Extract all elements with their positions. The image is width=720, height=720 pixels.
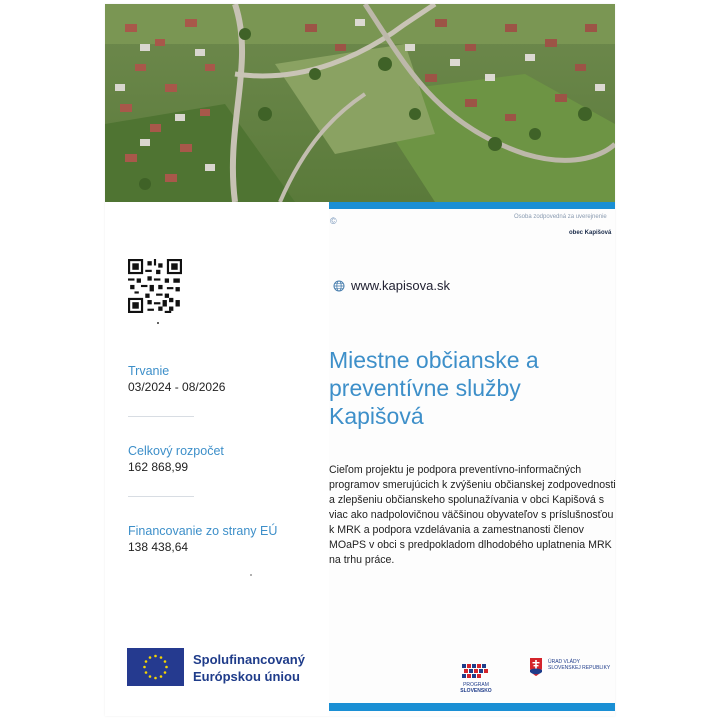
government-office-text [548,659,610,671]
program-line-2: SLOVENSKO [460,688,492,694]
website-link[interactable] [333,278,450,293]
gov-line-2: SLOVENSKEJ REPUBLIKY [548,665,611,671]
slovak-coat-of-arms-icon [529,657,543,677]
eu-line-2: Európskou úniou [193,669,300,684]
aerial-village-photo [105,4,615,202]
title-line-2: preventívne služby [329,375,521,401]
info-separator [128,416,194,417]
eu-funding-label: Financovanie zo strany EÚ [128,524,278,538]
globe-icon [333,280,345,292]
info-separator [128,496,194,497]
budget-value: 162 868,99 [128,460,189,474]
copyright-symbol: © [330,216,337,226]
responsible-person-label: Osoba zodpovedná za uverejnenie [514,214,607,220]
qr-code[interactable] [128,259,182,313]
program-line-1: PROGRAM [463,682,489,688]
duration-value: 03/2024 - 08/2026 [128,380,226,394]
header-divider-bar [329,202,615,209]
gov-line-1: ÚRAD VLÁDY [548,659,580,665]
eu-funding-value: 138 438,64 [128,540,189,554]
stray-mark [250,574,252,576]
eu-flag-icon [127,648,184,686]
eu-line-1: Spolufinancovaný [193,652,305,667]
project-title [329,346,599,430]
title-line-3: Kapišová [329,403,424,429]
duration-label: Trvanie [128,364,170,378]
program-slovensko-text [456,682,496,694]
eu-cofunded-text [193,651,305,685]
website-url[interactable]: www.kapisova.sk [351,278,450,293]
budget-label: Celkový rozpočet [128,444,224,458]
project-description: Cieľom projektu je podpora preventívno-informačných programov smerujúcich k zvýšeniu občianskej zodpovednosti a zlepšeniu občianskeho spolunažívania v obci Kapišová s viac ako nadpolovičnou väčšinou obyvateľov s príslušnosťou k MRK a podpora vzdelávania a zamestnanosti členov MOaPS v obci s predpokladom dlhodobého uplatnenia MRK na trhu práce. [329,464,616,566]
responsible-person-value: obec Kapišová [569,230,612,236]
stray-mark [157,322,159,324]
footer-bar [329,703,615,711]
title-line-1: Miestne občianske a [329,347,539,373]
